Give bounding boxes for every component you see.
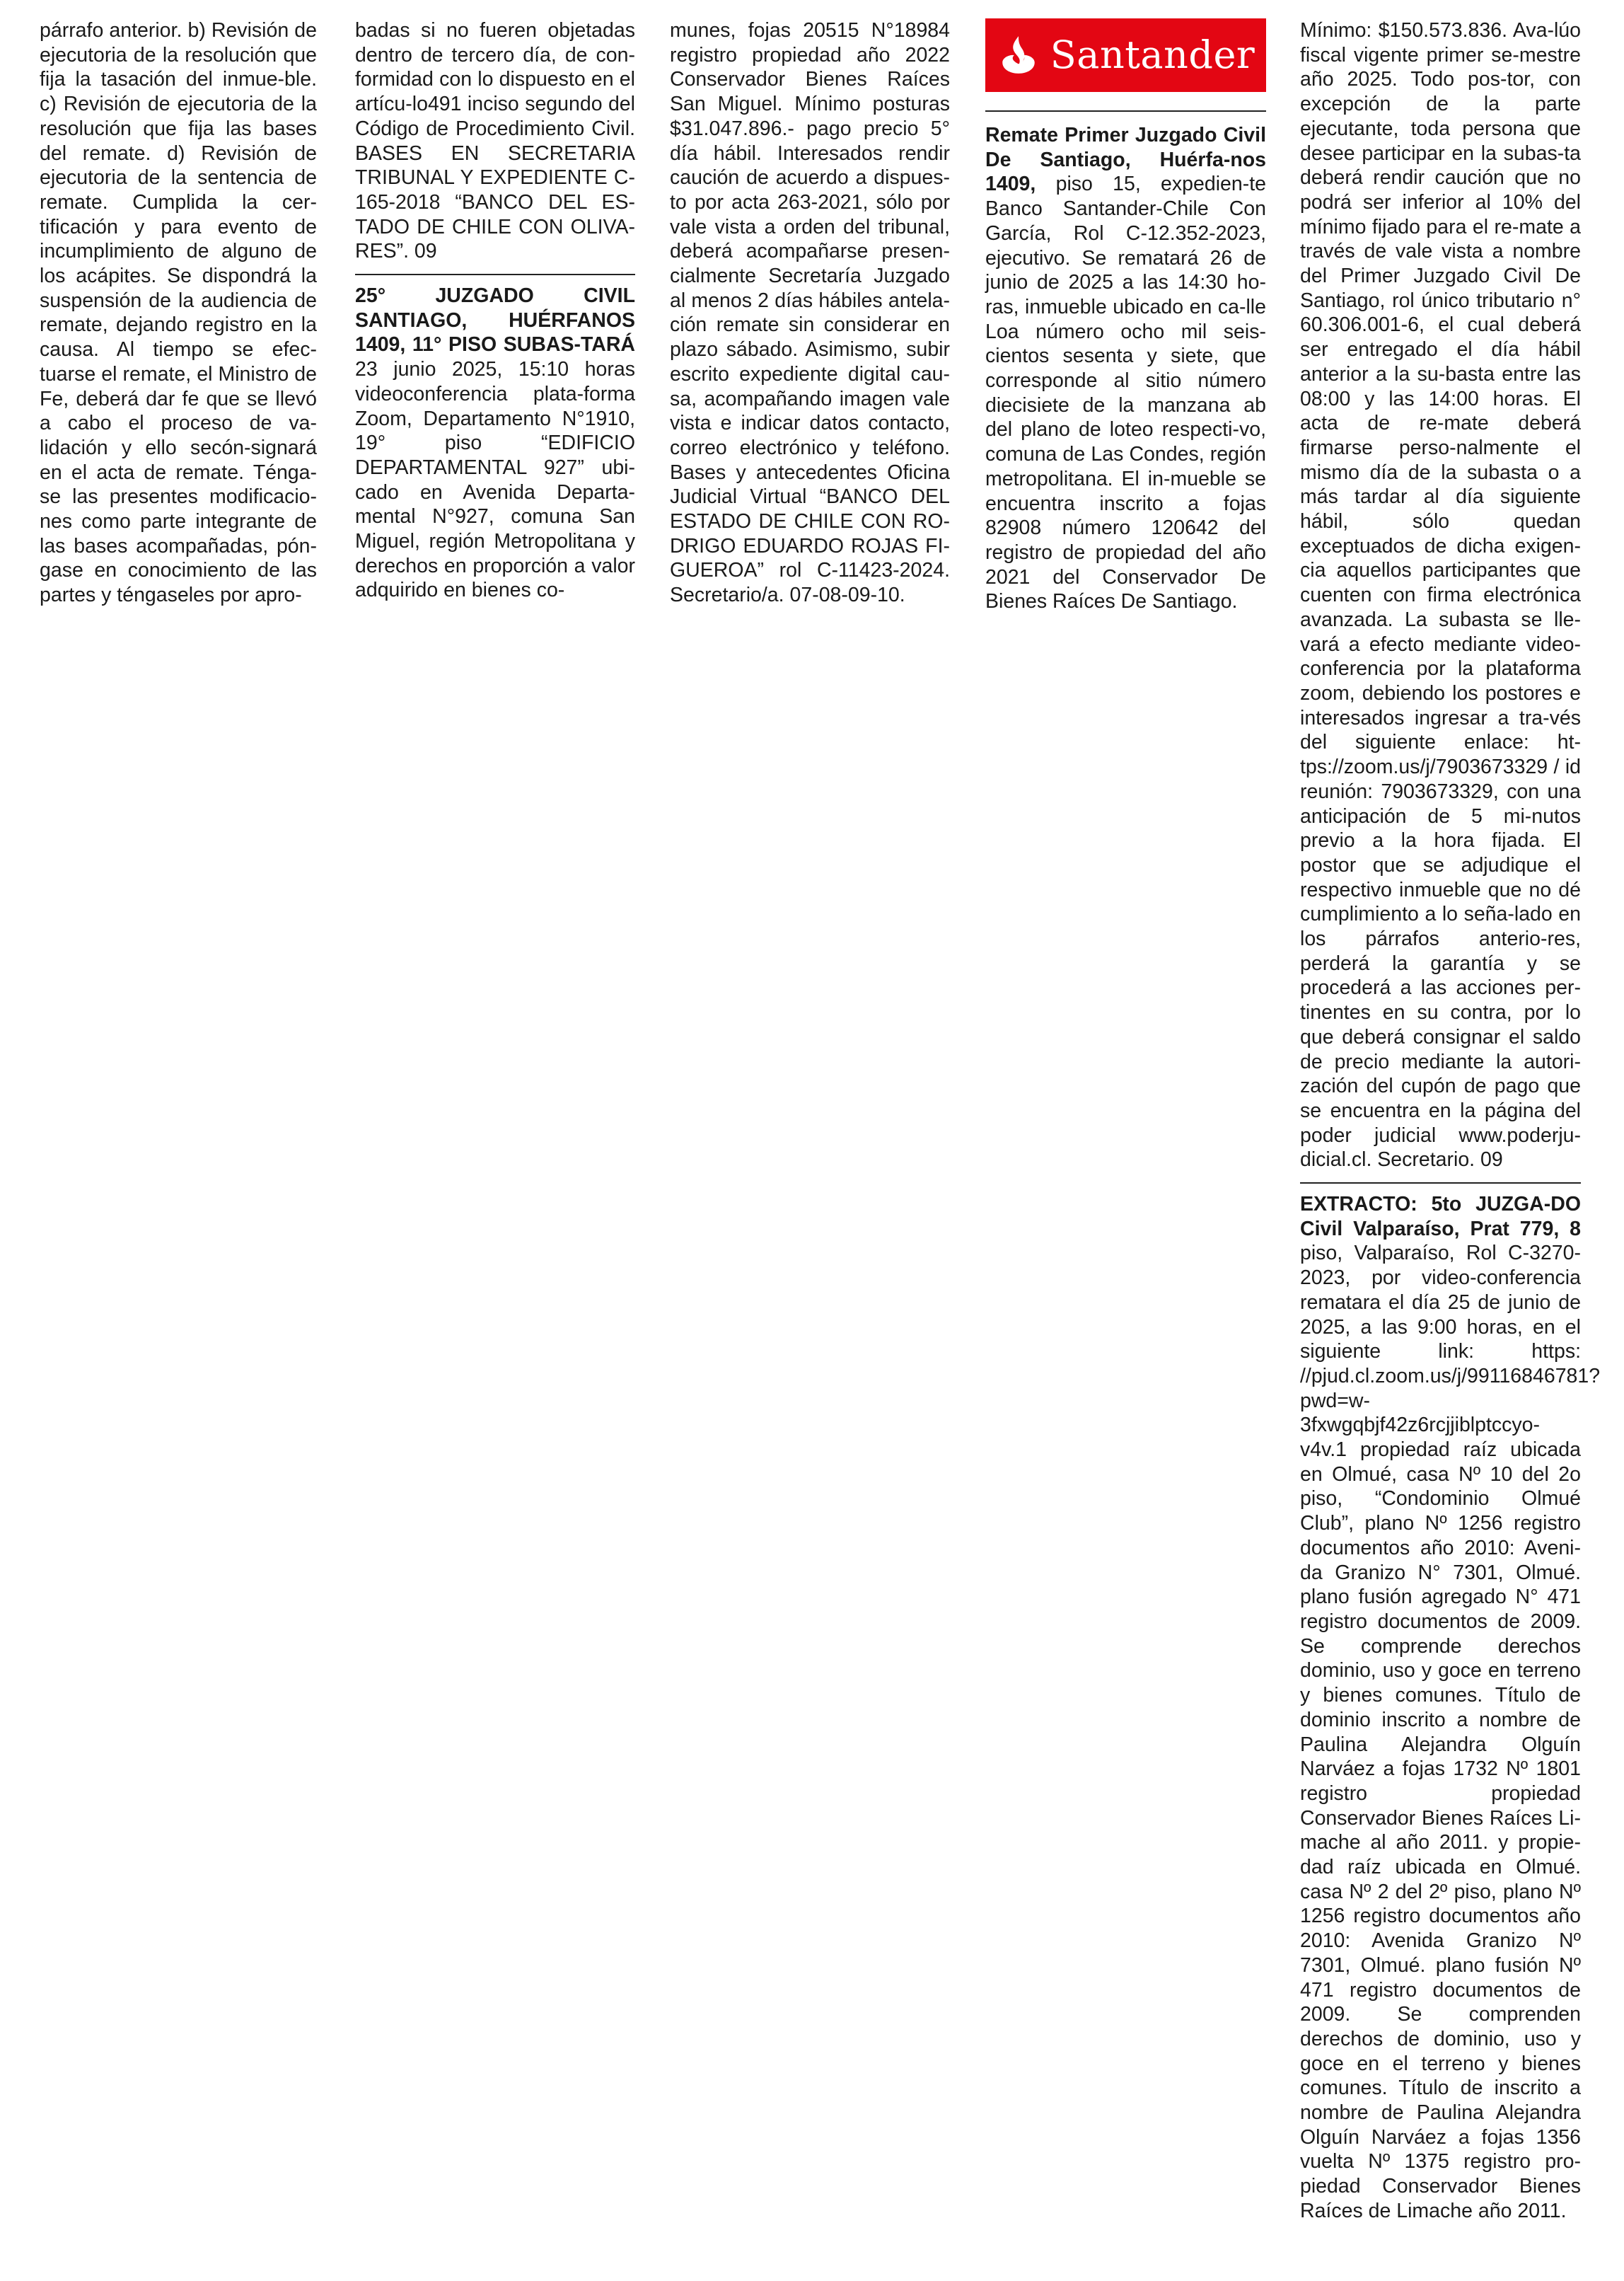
column-1 [40, 18, 317, 608]
column-2 [355, 18, 635, 603]
column-5 [1300, 18, 1601, 2224]
notice-body: 23 junio 2025, 15:10 horas videoconferencia plata-forma Zoom, Departamento N°1910, 19° piso “EDIFICIO DEPARTAMENTAL 927” ubi-cado en Avenida Departa-mental N°927, comuna San Miguel, región Metropolitana y derechos en proporción a valor adquirido en bienes co- [355, 358, 635, 602]
santander-logo [985, 18, 1266, 92]
notice-25-juzgado-civil [355, 284, 635, 603]
notice-heading: Remate Primer Juzgado Civil De Santiago, Huérfa-nos 1409, [985, 124, 1266, 196]
notice-divider [355, 274, 635, 275]
column-3 [670, 18, 950, 608]
notice-continuation-text: badas si no fueren objetadas dentro de tercero día, de con-formidad con lo dispuesto en el artícu-lo491 inciso segundo del Código de Procedimiento Civil. BASES EN SECRETARIA TRIBUNAL Y EXPEDIENTE C-165-2018 “BANCO DEL ES-TADO DE CHILE CON OLIVA-RES”. 09 [355, 19, 635, 263]
notice-continuation-text: párrafo anterior. b) Revisión de ejecutoria de la resolución que fija la tasación del inmue-ble. c) Revisión de ejecutoria de la resolución que fija las bases del remate. d) Revisión de ejecutoria de la sentencia de remate. Cumplida la cer-tificación y para evento de incumplimiento de alguno de los acápites. Se dispondrá la suspensión de la audiencia de remate, dejando registro en la causa. Al tiempo se efec-tuarse el remate, el Ministro de Fe, deberá dar fe que se llevó a cabo el proceso de va-lidación y ello secón-signará en el acta de remate. Ténga-se las presentes modificacio-nes como parte integrante de las bases acompañadas, pón-gase en conocimiento de las partes y téngaseles por apro- [40, 19, 317, 607]
notice-body: piso, Valparaíso, Rol C-3270-2023, por video-conferencia rematara el día 25 de junio de 2025, a las 9:00 horas, en el siguiente link: https: //pjud.cl.zoom.us/j/99116846781?pwd=w-3fxwgqbjf42z6rcjjiblptccyo-v4v.1 propiedad raíz ubicada en Olmué, casa Nº 10 del 2o piso, “Condominio Olmué Club”, plano Nº 1256 registro documentos año 2010: Aveni-da Granizo N° 7301, Olmué. plano fusión agregado N° 471 registro documentos de 2009. Se comprende derechos dominio, uso y goce en terreno y bienes comunes. Título de dominio inscrito a nombre de Paulina Alejandra Olguín Narváez a fojas 1732 Nº 1801 registro propiedad Conservador Bienes Raíces Li-mache al año 2011. y propie-dad raíz ubicada en Olmué. casa Nº 2 del 2º piso, plano Nº 1256 registro documentos año 2010: Avenida Granizo Nº 7301, Olmué. plano fusión Nº 471 registro documentos de 2009. Se comprenden derechos de dominio, uso y goce en el terreno y bienes comunes. Título de inscrito a nombre de Paulina Alejandra Olguín Narváez a fojas 1356 vuelta Nº 1375 registro pro-piedad Conservador Bienes Raíces de Limache año 2011. [1300, 1242, 1601, 2222]
notice-remate-primer-juzgado [985, 123, 1266, 614]
notice-extracto-5to-juzgado [1300, 1192, 1601, 2224]
notice-heading: EXTRACTO: 5to JUZGA-DO Civil Valparaíso, Prat 779, 8 [1300, 1193, 1581, 1240]
santander-logo-text: Santander [1050, 33, 1255, 77]
notice-divider [1300, 1182, 1581, 1184]
notice-heading: 25° JUZGADO CIVIL SANTIAGO, HUÉRFANOS 1409, 11° PISO SUBAS-TARÁ [355, 284, 635, 357]
column-4 [985, 18, 1266, 614]
santander-flame-icon [997, 33, 1040, 77]
notice-continuation-text: munes, fojas 20515 N°18984 registro propiedad año 2022 Conservador Bienes Raíces San Miguel. Mínimo posturas $31.047.896.- pago precio 5° día hábil. Interesados rendir caución de acuerdo a dispues-to por acta 263-2021, sólo por vale vista a orden del tribunal, deberá acompañarse presen-cialmente Secretaría Juzgado al menos 2 días hábiles antela-ción remate sin considerar en plazo sábado. Asimismo, subir escrito expediente digital cau-sa, acompañando imagen vale vista e indicar datos contacto, correo electrónico y teléfono. Bases y antecedentes Oficina Judicial Virtual “BANCO DEL ESTADO DE CHILE CON RO-DRIGO EDUARDO ROJAS FI-GUEROA” rol C-11423-2024. Secretario/a. 07-08-09-10. [670, 19, 950, 607]
notice-body: piso 15, expedien-te Banco Santander-Chile Con García, Rol C-12.352-2023, ejecutivo. Se rematará 26 de junio de 2025 a las 14:30 ho-ras, inmueble ubicado en ca-lle Loa número ocho mil seis-cientos sesenta y siete, que corresponde al sitio número diecisiete de la manzana ab del plano de loteo respecti-vo, comuna de Las Condes, región metropolitana. El in-mueble se encuentra inscrito a fojas 82908 número 120642 del registro de propiedad del año 2021 del Conservador De Bienes Raíces De Santiago. [985, 173, 1266, 613]
notice-continuation-text: Mínimo: $150.573.836. Ava-lúo fiscal vigente primer se-mestre año 2025. Todo pos-tor, con excepción de la parte ejecutante, toda persona que desee participar en la subas-ta deberá rendir caución que no podrá ser inferior al 10% del mínimo fijado para el re-mate a través de vale vista a nombre del Primer Juzgado Civil De Santiago, rol único tributario n° 60.306.001-6, el cual deberá ser entregado el día hábil anterior a la su-basta entre las 08:00 y las 14:00 horas. El acta de re-mate deberá firmarse perso-nalmente el mismo día de la subasta o a más tardar al día siguiente hábil, sólo quedan exceptuados de dicha exigen-cia aquellos participantes que cuenten con firma electrónica avanzada. La subasta se lle-vará a efecto mediante video-conferencia por la plataforma zoom, debiendo los postores e interesados ingresar a tra-vés del siguiente enlace: ht-tps://zoom.us/j/7903673329 / id reunión: 7903673329, con una anticipación de 5 mi-nutos previo a la hora fijada. El postor que se adjudique el respectivo inmueble que no dé cumplimiento a lo seña-lado en los párrafos anterio-res, perderá la garantía y se procederá a las acciones per-tinentes en su contra, por lo que deberá consignar el saldo de precio mediante la autori-zación del cupón de pago que se encuentra en la página del poder judicial www.poderju-dicial.cl. Secretario. 09 [1300, 19, 1581, 1172]
logo-divider [985, 110, 1266, 112]
